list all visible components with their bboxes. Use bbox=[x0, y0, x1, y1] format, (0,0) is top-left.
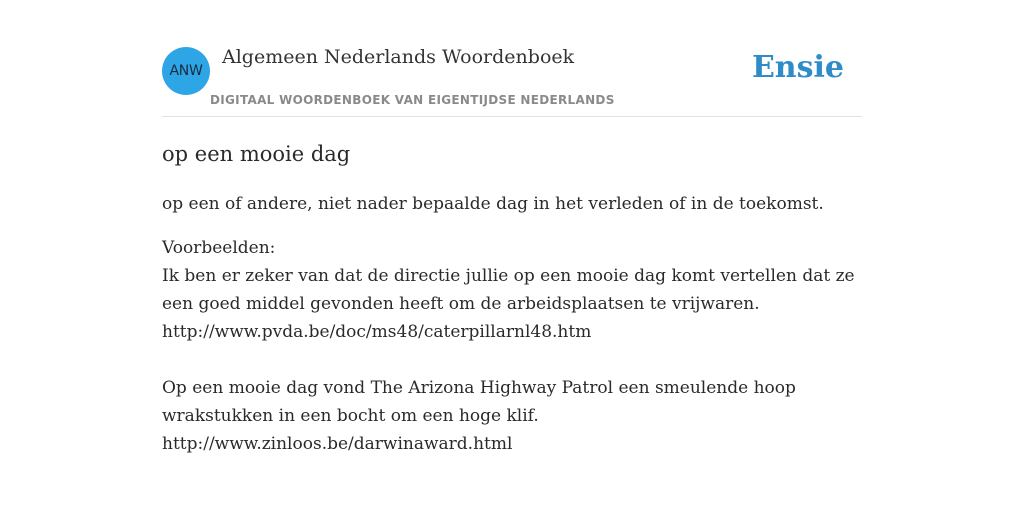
example-item bbox=[162, 374, 862, 458]
example-text-line: Op een mooie dag vond The Arizona Highway Patrol een smeulende hoop bbox=[162, 378, 796, 398]
anw-logo[interactable]: ANW bbox=[162, 47, 210, 95]
examples-label: Voorbeelden: bbox=[162, 238, 276, 258]
example-source: http://www.zinloos.be/darwinaward.html bbox=[162, 434, 513, 454]
site-header bbox=[162, 46, 862, 117]
examples-section bbox=[162, 234, 862, 458]
site-title[interactable]: Algemeen Nederlands Woordenboek bbox=[222, 46, 575, 68]
example-text-line: wrakstukken in een bocht om een hoge klif. bbox=[162, 406, 539, 426]
entry-term: op een mooie dag bbox=[162, 142, 351, 166]
site-subtitle: DIGITAAL WOORDENBOEK VAN EIGENTIJDSE NEDERLANDS bbox=[210, 93, 615, 107]
example-item bbox=[162, 262, 862, 346]
example-text-line: een goed middel gevonden heeft om de arbeidsplaatsen te vrijwaren. bbox=[162, 294, 760, 314]
example-source: http://www.pvda.be/doc/ms48/caterpillarnl48.htm bbox=[162, 322, 592, 342]
entry-content bbox=[162, 138, 862, 458]
ensie-brand-logo[interactable]: Ensie bbox=[751, 50, 844, 85]
entry-definition: op een of andere, niet nader bepaalde dag in het verleden of in de toekomst. bbox=[162, 194, 824, 214]
example-text-line: Ik ben er zeker van dat de directie jullie op een mooie dag komt vertellen dat ze bbox=[162, 266, 855, 286]
